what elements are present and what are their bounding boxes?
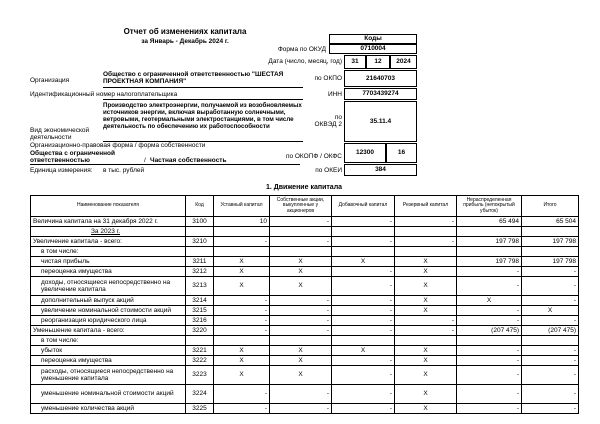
row-value-cell: X xyxy=(270,277,332,296)
table-row xyxy=(31,277,579,296)
table-row xyxy=(31,217,579,227)
okopf-label: по ОКОПФ / ОКФС xyxy=(285,153,342,160)
row-value-cell: - xyxy=(522,277,579,296)
row-name-cell: чистая прибыль xyxy=(31,257,186,267)
row-value-cell: X xyxy=(457,296,522,306)
row-code-cell: 3225 xyxy=(186,404,214,414)
row-value-cell: X xyxy=(214,257,270,267)
row-value-cell xyxy=(270,247,332,257)
row-value-cell: 65 504 xyxy=(522,217,579,227)
activity-text: Производство электроэнергии, получаемой из возобновляемых источников энергии, включая выработанную солнечными, ветровыми, геотермальными электростанциями, в том числе деятельность по обеспечению их работоспособности xyxy=(103,102,302,131)
row-value-cell: - xyxy=(332,237,395,247)
table-row xyxy=(31,326,579,336)
report-title: Отчет об изменениях капитала xyxy=(123,27,247,36)
row-code-cell: 3215 xyxy=(186,306,214,316)
col-header: Уставный капитал xyxy=(214,196,270,217)
row-name-cell: Величина капитала на 31 декабря 2022 г. xyxy=(31,217,186,227)
row-value-cell: 197 798 xyxy=(522,257,579,267)
row-value-cell xyxy=(522,227,579,237)
row-value-cell xyxy=(457,227,522,237)
row-value-cell xyxy=(332,247,395,257)
legal-underline xyxy=(30,164,300,165)
row-name-cell: дополнительный выпуск акций xyxy=(31,296,186,306)
row-value-cell xyxy=(395,247,457,257)
row-value-cell xyxy=(522,247,579,257)
row-value-cell: X xyxy=(395,296,457,306)
row-value-cell: X xyxy=(270,267,332,277)
date-month: 12 xyxy=(366,55,390,69)
org-label: Организация xyxy=(30,77,70,84)
row-value-cell: - xyxy=(395,237,457,247)
row-value-cell: (207 475) xyxy=(457,326,522,336)
okpo-label: по ОКПО xyxy=(314,75,342,82)
row-value-cell: - xyxy=(332,217,395,227)
row-value-cell: - xyxy=(457,346,522,356)
row-value-cell: - xyxy=(395,326,457,336)
activity-label: Вид экономической деятельности xyxy=(30,127,90,142)
row-value-cell: - xyxy=(270,404,332,414)
row-value-cell: X xyxy=(395,385,457,404)
row-value-cell: - xyxy=(214,306,270,316)
row-code-cell xyxy=(186,247,214,257)
row-value-cell xyxy=(522,336,579,346)
row-value-cell: X xyxy=(270,366,332,385)
row-value-cell xyxy=(214,336,270,346)
table-row xyxy=(31,247,579,257)
row-name-cell: в том числе: xyxy=(31,247,186,257)
row-value-cell: X xyxy=(214,356,270,366)
col-header: Наименование показателя xyxy=(31,196,186,217)
row-name-cell: Уменьшение капитала - всего: xyxy=(31,326,186,336)
row-code-cell: 3213 xyxy=(186,277,214,296)
row-value-cell: - xyxy=(270,385,332,404)
row-value-cell xyxy=(332,227,395,237)
row-value-cell: - xyxy=(270,326,332,336)
row-value-cell: (207 475) xyxy=(522,326,579,336)
row-value-cell: - xyxy=(332,267,395,277)
row-value-cell: X xyxy=(395,306,457,316)
row-value-cell: X xyxy=(395,346,457,356)
row-value-cell: X xyxy=(214,277,270,296)
slash: / xyxy=(144,157,146,164)
row-value-cell: X xyxy=(214,366,270,385)
row-value-cell: - xyxy=(457,366,522,385)
table-row xyxy=(31,306,579,316)
row-value-cell xyxy=(214,247,270,257)
row-value-cell: - xyxy=(214,404,270,414)
row-value-cell: X xyxy=(270,346,332,356)
row-value-cell: - xyxy=(332,326,395,336)
row-value-cell xyxy=(214,227,270,237)
inn-label: Идентификационный номер налогоплательщика xyxy=(30,91,178,98)
row-code-cell: 3220 xyxy=(186,326,214,336)
okopf-code: 12300 xyxy=(344,143,386,163)
okei-label: по ОКЕИ xyxy=(315,167,342,174)
table-row xyxy=(31,385,579,404)
row-name-cell: увеличение номинальной стоимости акций xyxy=(31,306,186,316)
row-value-cell: X xyxy=(395,366,457,385)
row-value-cell: - xyxy=(457,277,522,296)
row-value-cell: X xyxy=(332,257,395,267)
row-value-cell xyxy=(395,227,457,237)
row-name-cell: уменьшение количества акций xyxy=(31,404,186,414)
table-row xyxy=(31,346,579,356)
okved-label: по ОКВЭД 2 xyxy=(314,114,342,129)
row-value-cell: - xyxy=(270,306,332,316)
inn-underline xyxy=(103,99,303,100)
row-value-cell xyxy=(270,227,332,237)
row-value-cell: X xyxy=(270,257,332,267)
date-year: 2024 xyxy=(390,55,417,69)
report-period: за Январь - Декабрь 2024 г. xyxy=(141,38,229,45)
inn-short: ИНН xyxy=(327,91,342,98)
row-value-cell: - xyxy=(522,267,579,277)
row-value-cell: - xyxy=(332,277,395,296)
table-row xyxy=(31,237,579,247)
row-value-cell: X xyxy=(332,346,395,356)
row-value-cell: - xyxy=(522,346,579,356)
okei-code: 384 xyxy=(344,164,417,176)
row-code-cell: 3214 xyxy=(186,296,214,306)
row-name-cell: переоценка имущества xyxy=(31,267,186,277)
legal-form-label: Организационно-правовая форма / форма собственности xyxy=(30,142,206,149)
row-value-cell: 197 798 xyxy=(522,237,579,247)
table-row xyxy=(31,336,579,346)
row-value-cell xyxy=(457,247,522,257)
row-value-cell xyxy=(457,336,522,346)
row-value-cell: - xyxy=(457,404,522,414)
row-name-cell: доходы, относящиеся непосредственно на увеличение капитала xyxy=(31,277,186,296)
row-code-cell: 3221 xyxy=(186,346,214,356)
table-row xyxy=(31,296,579,306)
row-code-cell: 3211 xyxy=(186,257,214,267)
row-code-cell xyxy=(186,336,214,346)
legal-form-value: Общества с ограниченной ответственностью xyxy=(30,150,116,165)
col-header: Добавочный капитал xyxy=(332,196,395,217)
col-header: Итого xyxy=(522,196,579,217)
col-header: Код xyxy=(186,196,214,217)
date-day: 31 xyxy=(344,55,366,69)
col-header: Собственные акции, выкупленные у акционеров xyxy=(270,196,332,217)
row-code-cell: 3100 xyxy=(186,217,214,227)
row-value-cell: 197 798 xyxy=(457,237,522,247)
capital-movement-table xyxy=(30,195,579,414)
row-value-cell: X xyxy=(395,267,457,277)
row-code-cell: 3222 xyxy=(186,356,214,366)
row-value-cell: - xyxy=(270,217,332,227)
row-name-cell: За 2023 г. xyxy=(31,227,186,237)
row-value-cell: - xyxy=(457,385,522,404)
row-value-cell: - xyxy=(457,316,522,326)
row-value-cell xyxy=(332,336,395,346)
row-name-cell: расходы, относящиеся непосредственно на уменьшение капитала xyxy=(31,366,186,385)
row-code-cell: 3223 xyxy=(186,366,214,385)
row-value-cell: - xyxy=(332,404,395,414)
table-row xyxy=(31,356,579,366)
row-value-cell: - xyxy=(332,385,395,404)
row-code-cell: 3216 xyxy=(186,316,214,326)
row-name-cell: переоценка имущества xyxy=(31,356,186,366)
table-row xyxy=(31,366,579,385)
table-row xyxy=(31,316,579,326)
row-value-cell: - xyxy=(332,356,395,366)
row-value-cell: - xyxy=(395,217,457,227)
row-value-cell: - xyxy=(522,316,579,326)
row-value-cell: 10 xyxy=(214,217,270,227)
table-row xyxy=(31,227,579,237)
row-value-cell: - xyxy=(522,385,579,404)
row-value-cell: - xyxy=(270,316,332,326)
row-value-cell: X xyxy=(395,356,457,366)
unit-label: Единица измерения: xyxy=(30,167,93,174)
section-title: 1. Движение капитала xyxy=(265,184,343,191)
row-value-cell: - xyxy=(214,296,270,306)
table-row xyxy=(31,404,579,414)
row-value-cell: - xyxy=(332,296,395,306)
row-code-cell: 3224 xyxy=(186,385,214,404)
row-code-cell: 3212 xyxy=(186,267,214,277)
row-value-cell xyxy=(395,336,457,346)
row-value-cell: - xyxy=(214,326,270,336)
date-label: Дата (число, месяц, год) xyxy=(268,58,342,65)
row-value-cell: - xyxy=(332,306,395,316)
row-value-cell: X xyxy=(214,346,270,356)
row-value-cell: - xyxy=(457,306,522,316)
row-value-cell: X xyxy=(522,306,579,316)
row-value-cell: - xyxy=(214,385,270,404)
row-name-cell: уменьшение номинальной стоимости акций xyxy=(31,385,186,404)
col-header: Нераспределенная прибыль (непокрытый убыток) xyxy=(457,196,522,217)
table-header-row xyxy=(31,196,579,217)
row-value-cell: X xyxy=(395,404,457,414)
row-name-cell: реорганизация юридического лица xyxy=(31,316,186,326)
row-value-cell: - xyxy=(270,237,332,247)
okpo-code: 21640703 xyxy=(344,70,417,87)
org-underline xyxy=(103,87,303,88)
row-value-cell: - xyxy=(522,366,579,385)
row-code-cell: 3210 xyxy=(186,237,214,247)
okfs-code: 16 xyxy=(386,143,417,163)
row-value-cell: - xyxy=(332,316,395,326)
row-code-cell xyxy=(186,227,214,237)
ownership-value: Частная собственность xyxy=(150,157,227,164)
row-value-cell: 197 798 xyxy=(457,257,522,267)
unit-value: в тыс. рублей xyxy=(103,167,145,174)
row-value-cell: - xyxy=(457,356,522,366)
row-value-cell: - xyxy=(522,296,579,306)
row-value-cell: - xyxy=(214,316,270,326)
row-name-cell: в том числе: xyxy=(31,336,186,346)
row-name-cell: убыток xyxy=(31,346,186,356)
row-value-cell xyxy=(270,336,332,346)
okud-label: Форма по ОКУД xyxy=(277,46,326,53)
row-value-cell: - xyxy=(457,267,522,277)
row-value-cell: X xyxy=(395,257,457,267)
org-name: Общество с ограниченной ответственностью "ШЕСТАЯ ПРОЕКТНАЯ КОМПАНИЯ" xyxy=(103,71,284,86)
table-row xyxy=(31,257,579,267)
col-header: Резервный капитал xyxy=(395,196,457,217)
row-value-cell: - xyxy=(214,237,270,247)
codes-header: Коды xyxy=(329,34,417,44)
row-value-cell: - xyxy=(332,366,395,385)
row-value-cell: - xyxy=(270,296,332,306)
row-value-cell: - xyxy=(522,404,579,414)
okud-code: 0710004 xyxy=(329,44,417,54)
row-value-cell: X xyxy=(270,356,332,366)
row-value-cell: 65 494 xyxy=(457,217,522,227)
row-value-cell: - xyxy=(395,316,457,326)
table-row xyxy=(31,267,579,277)
okved-code: 35.11.4 xyxy=(344,101,417,142)
row-name-cell: Увеличение капитала - всего: xyxy=(31,237,186,247)
row-value-cell: - xyxy=(522,356,579,366)
row-value-cell: X xyxy=(214,267,270,277)
inn-code: 7703439274 xyxy=(344,88,417,100)
row-value-cell: X xyxy=(395,277,457,296)
